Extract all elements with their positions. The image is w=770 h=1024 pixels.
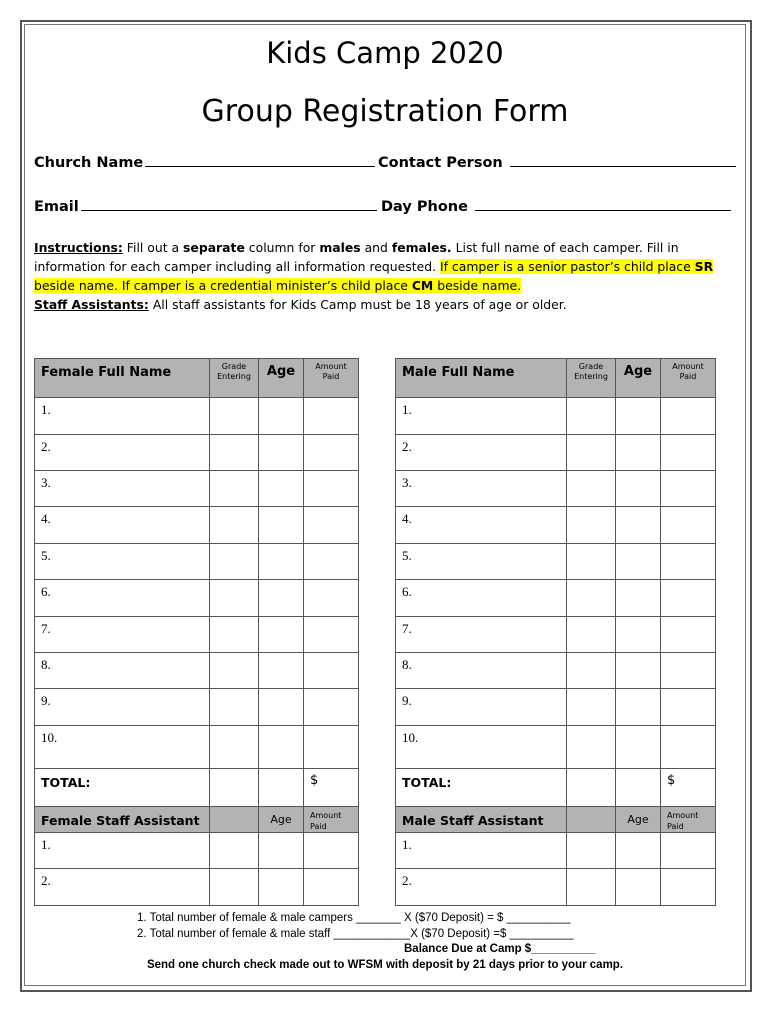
form-subtitle: Group Registration Form	[201, 94, 569, 129]
amount-cell[interactable]	[304, 689, 359, 726]
table-row[interactable]	[35, 580, 359, 617]
instructions-bold: separate	[183, 240, 245, 255]
age-cell[interactable]	[259, 869, 304, 906]
highlight-text: beside name. If camper is a credential minister’s child place	[34, 278, 412, 293]
footer-check-note: Send one church check made out to WFSM with deposit by 21 days prior to your camp.	[146, 959, 624, 971]
footer-campers-line: 1. Total number of female & male campers _______ X ($70 Deposit) = $ __________	[137, 912, 571, 924]
amount-cell[interactable]	[304, 580, 359, 617]
row-number[interactable]: 8.	[35, 653, 210, 689]
table-row[interactable]	[35, 833, 359, 869]
table-row[interactable]	[396, 689, 716, 726]
instructions-label: Instructions:	[34, 240, 123, 255]
row-number[interactable]: 7.	[396, 617, 567, 653]
highlight-text: beside name.	[433, 278, 522, 293]
highlight-bold: CM	[411, 278, 434, 293]
instructions-block	[34, 238, 734, 314]
row-number[interactable]: 3.	[396, 471, 567, 507]
age-cell[interactable]	[616, 617, 661, 653]
instructions-text: List full name of each camper. Fill in information for each camper including all information requested.	[34, 240, 679, 274]
amount-cell[interactable]	[661, 507, 716, 544]
grade-cell[interactable]	[567, 507, 616, 544]
table-row[interactable]	[35, 398, 359, 435]
table-row[interactable]	[396, 507, 716, 544]
age-cell[interactable]	[259, 580, 304, 617]
instructions-text: column for	[244, 240, 320, 255]
age-cell[interactable]	[616, 471, 661, 507]
table-row[interactable]	[35, 726, 359, 769]
table-row[interactable]	[396, 869, 716, 906]
row-number[interactable]: 8.	[396, 653, 567, 689]
amount-cell[interactable]	[661, 617, 716, 653]
total-row	[35, 769, 359, 807]
age-cell[interactable]	[616, 580, 661, 617]
grade-cell[interactable]	[210, 689, 259, 726]
total-label: TOTAL:	[35, 769, 210, 807]
grade-cell[interactable]	[210, 507, 259, 544]
staff-assistants-label: Staff Assistants:	[34, 297, 149, 312]
age-cell[interactable]	[616, 544, 661, 580]
day-phone-blank[interactable]	[475, 196, 731, 211]
male-staff-header: Male Staff Assistant	[396, 807, 567, 833]
table-row[interactable]	[396, 617, 716, 653]
age-cell[interactable]	[259, 471, 304, 507]
table-row[interactable]	[35, 544, 359, 580]
row-number[interactable]: 1.	[396, 833, 567, 869]
total-amount-cell[interactable]: $	[661, 769, 716, 807]
highlight-bold: SR	[694, 259, 714, 274]
table-row[interactable]	[35, 617, 359, 653]
amount-cell[interactable]	[661, 471, 716, 507]
row-number[interactable]: 4.	[396, 507, 567, 544]
table-row[interactable]	[396, 398, 716, 435]
staff-assistants-text: All staff assistants for Kids Camp must be 18 years of age or older.	[148, 297, 567, 312]
amount-cell[interactable]	[661, 653, 716, 689]
age-cell[interactable]	[616, 653, 661, 689]
female-header-row	[35, 359, 359, 398]
row-number[interactable]: 4.	[35, 507, 210, 544]
grade-cell[interactable]	[210, 435, 259, 471]
table-row[interactable]	[396, 435, 716, 471]
amount-cell[interactable]	[304, 726, 359, 769]
amount-cell[interactable]	[661, 833, 716, 869]
table-row[interactable]	[396, 544, 716, 580]
grade-cell[interactable]	[210, 617, 259, 653]
contact-person-field[interactable]	[378, 152, 736, 171]
form-title: Kids Camp 2020	[266, 36, 504, 70]
age-cell[interactable]	[616, 398, 661, 435]
instructions-text: and	[360, 240, 392, 255]
grade-cell[interactable]	[567, 398, 616, 435]
table-row[interactable]	[35, 653, 359, 689]
amount-cell[interactable]	[304, 653, 359, 689]
table-row[interactable]	[35, 471, 359, 507]
row-number[interactable]: 5.	[396, 544, 567, 580]
age-cell[interactable]	[259, 398, 304, 435]
amount-cell[interactable]	[304, 398, 359, 435]
amount-cell[interactable]	[661, 869, 716, 906]
female-registration-table	[34, 358, 359, 906]
grade-cell[interactable]	[567, 869, 616, 906]
staff-age-header: Age	[616, 807, 661, 833]
table-row[interactable]	[396, 653, 716, 689]
contact-person-label: Contact Person	[378, 155, 503, 171]
amount-cell[interactable]	[661, 544, 716, 580]
age-cell[interactable]	[616, 435, 661, 471]
day-phone-field[interactable]	[381, 196, 731, 215]
grade-cell[interactable]	[567, 580, 616, 617]
female-name-header: Female Full Name	[35, 359, 210, 398]
male-grade-header: Grade Entering	[567, 359, 616, 398]
age-cell[interactable]	[616, 726, 661, 769]
total-row	[396, 769, 716, 807]
row-number[interactable]: 1.	[35, 833, 210, 869]
total-label: TOTAL:	[396, 769, 567, 807]
age-cell[interactable]	[259, 653, 304, 689]
grade-cell[interactable]	[567, 471, 616, 507]
row-number[interactable]: 2.	[35, 869, 210, 906]
grade-cell[interactable]	[567, 689, 616, 726]
grade-cell[interactable]	[210, 471, 259, 507]
amount-cell[interactable]	[304, 435, 359, 471]
amount-cell[interactable]	[304, 471, 359, 507]
table-row[interactable]	[396, 833, 716, 869]
age-cell[interactable]	[259, 689, 304, 726]
email-field[interactable]	[34, 196, 377, 215]
row-number[interactable]: 10.	[396, 726, 567, 769]
grade-cell[interactable]	[210, 726, 259, 769]
row-number[interactable]: 3.	[35, 471, 210, 507]
row-number[interactable]: 10.	[35, 726, 210, 769]
age-cell[interactable]	[616, 689, 661, 726]
row-number[interactable]: 7.	[35, 617, 210, 653]
day-phone-label: Day Phone	[381, 199, 468, 215]
male-age-header: Age	[616, 359, 661, 398]
instructions-bold: females.	[391, 240, 452, 255]
amount-cell[interactable]	[661, 580, 716, 617]
grade-cell[interactable]	[210, 653, 259, 689]
staff-amount-header: Amount Paid	[304, 807, 359, 833]
male-header-row	[396, 359, 716, 398]
amount-cell[interactable]	[304, 869, 359, 906]
female-age-header: Age	[259, 359, 304, 398]
female-staff-header: Female Staff Assistant	[35, 807, 210, 833]
grade-cell[interactable]	[567, 617, 616, 653]
age-cell[interactable]	[616, 507, 661, 544]
footer-balance-line: Balance Due at Camp $__________	[404, 943, 596, 955]
male-name-header: Male Full Name	[396, 359, 567, 398]
staff-amount-header: Amount Paid	[661, 807, 716, 833]
female-amount-header: Amount Paid	[304, 359, 359, 398]
table-row[interactable]	[396, 580, 716, 617]
church-name-field[interactable]	[34, 152, 375, 171]
age-cell[interactable]	[616, 869, 661, 906]
grade-cell[interactable]	[567, 544, 616, 580]
row-number[interactable]: 5.	[35, 544, 210, 580]
row-number[interactable]: 2.	[35, 435, 210, 471]
footer-staff-line: 2. Total number of female & male staff ____________X ($70 Deposit) =$ __________	[137, 928, 574, 940]
age-cell[interactable]	[259, 544, 304, 580]
grade-cell[interactable]	[210, 869, 259, 906]
email-blank[interactable]	[81, 196, 377, 211]
age-cell[interactable]	[259, 617, 304, 653]
grade-cell[interactable]	[567, 726, 616, 769]
row-number[interactable]: 2.	[396, 869, 567, 906]
age-cell[interactable]	[259, 726, 304, 769]
female-grade-header: Grade Entering	[210, 359, 259, 398]
row-number[interactable]: 6.	[396, 580, 567, 617]
highlight-text: If camper is a senior pastor’s child place	[439, 259, 695, 274]
table-row[interactable]	[35, 435, 359, 471]
age-cell[interactable]	[259, 435, 304, 471]
table-row[interactable]	[35, 507, 359, 544]
staff-age-header: Age	[259, 807, 304, 833]
contact-person-blank[interactable]	[510, 152, 736, 167]
instructions-bold: males	[319, 240, 361, 255]
table-row[interactable]	[35, 869, 359, 906]
amount-cell[interactable]	[304, 617, 359, 653]
table-row[interactable]	[396, 471, 716, 507]
amount-cell[interactable]	[304, 507, 359, 544]
amount-cell[interactable]	[304, 833, 359, 869]
table-row[interactable]	[396, 726, 716, 769]
amount-cell[interactable]	[661, 398, 716, 435]
amount-cell[interactable]	[661, 726, 716, 769]
row-number[interactable]: 6.	[35, 580, 210, 617]
grade-cell[interactable]	[567, 435, 616, 471]
age-cell[interactable]	[259, 833, 304, 869]
row-number[interactable]: 1.	[396, 398, 567, 435]
row-number[interactable]: 2.	[396, 435, 567, 471]
grade-cell[interactable]	[210, 833, 259, 869]
age-cell[interactable]	[616, 833, 661, 869]
age-cell[interactable]	[259, 507, 304, 544]
male-registration-table	[395, 358, 716, 906]
instructions-text: Fill out a	[122, 240, 184, 255]
church-name-label: Church Name	[34, 155, 144, 171]
row-number[interactable]: 1.	[35, 398, 210, 435]
grade-cell[interactable]	[210, 580, 259, 617]
table-row[interactable]	[35, 689, 359, 726]
total-amount-cell[interactable]: $	[304, 769, 359, 807]
male-amount-header: Amount Paid	[661, 359, 716, 398]
row-number[interactable]: 9.	[35, 689, 210, 726]
church-name-blank[interactable]	[145, 152, 375, 167]
grade-cell[interactable]	[210, 398, 259, 435]
amount-cell[interactable]	[304, 544, 359, 580]
grade-cell[interactable]	[210, 544, 259, 580]
grade-cell[interactable]	[567, 653, 616, 689]
email-label: Email	[34, 199, 79, 215]
amount-cell[interactable]	[661, 435, 716, 471]
female-staff-header-row	[35, 807, 359, 833]
grade-cell[interactable]	[567, 833, 616, 869]
amount-cell[interactable]	[661, 689, 716, 726]
row-number[interactable]: 9.	[396, 689, 567, 726]
male-staff-header-row	[396, 807, 716, 833]
